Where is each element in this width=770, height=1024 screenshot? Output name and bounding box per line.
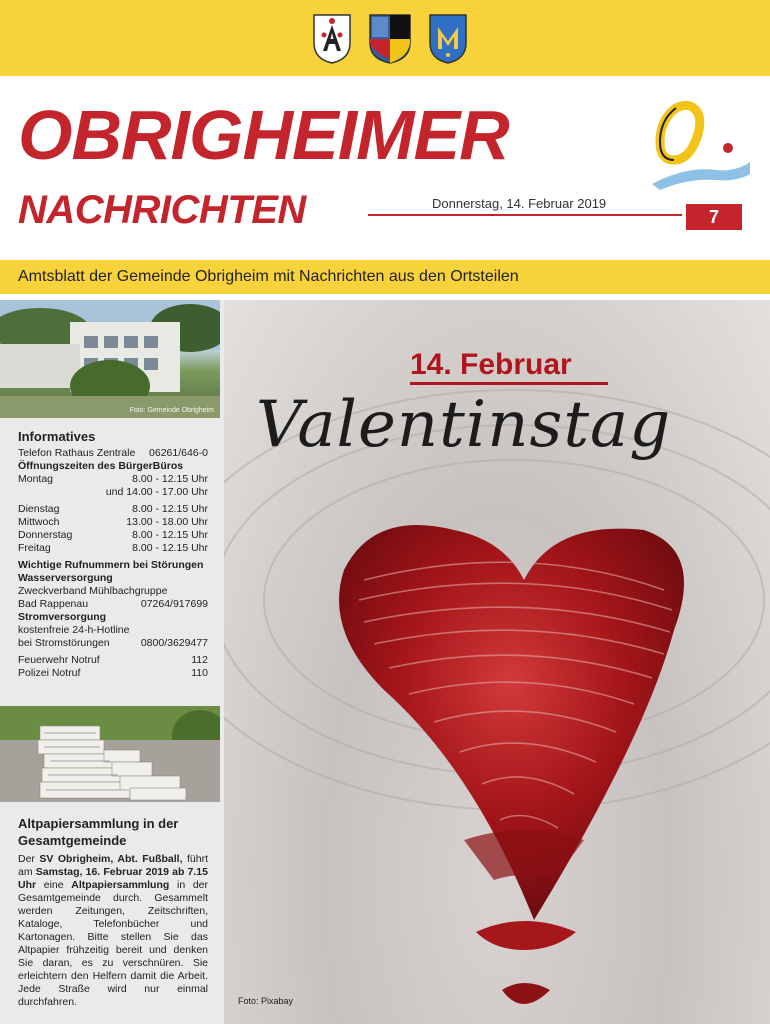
cover-title: Valentinstag (256, 388, 672, 462)
waste-paper-photo (0, 706, 220, 802)
obrigheim-logo-icon (646, 100, 756, 190)
hours-time: 8.00 - 12.15 Uhr (132, 529, 208, 541)
hours-time: 13.00 - 18.00 Uhr (126, 516, 208, 528)
info-box (18, 430, 208, 680)
power-phone: 0800/3629477 (140, 637, 208, 649)
fire-label: Feuerwehr Notruf (18, 654, 100, 666)
hours-time: 8.00 - 12.15 Uhr (132, 473, 208, 485)
hours-heading: Öffnungszeiten des BürgerBüros (18, 460, 184, 472)
hours-time: 8.00 - 12.15 Uhr (132, 503, 208, 515)
phone-value: 06261/646-0 (149, 447, 208, 459)
article-body (18, 853, 208, 1009)
water-heading: Wasserversorgung (18, 572, 113, 584)
article-heading: Altpapiersammlung in der Gesamtgemeinde (18, 816, 179, 848)
hours-day: Montag (18, 473, 54, 485)
tagline-text: Amtsblatt der Gemeinde Obrigheim mit Nachrichten aus den Ortsteilen (18, 268, 519, 285)
issue-number: 7 (686, 204, 742, 230)
hours-time: und 14.00 - 17.00 Uhr (105, 486, 208, 498)
cover-photo-credit: Foto: Pixabay (238, 996, 294, 1006)
power-heading: Stromversorgung (18, 611, 107, 623)
article-text: in der Gesamtgemeinde durch. Gesammelt werden Zeitungen, Zeitschriften, Kataloge, Telefonbücher und Kartonagen. Bitte stellen Sie das Altpapier frühzeitig bereit und denken Sie daran, es zu verschnüren. Sie erleichtern den Helfern damit die Arbeit. Jede Straße wird nur einmal durchfahren. (18, 879, 208, 1008)
article-date: Samstag, 16. Februar 2019 ab 7.15 Uhr (18, 866, 208, 891)
state-crest-icon (368, 13, 412, 65)
hours-day: Dienstag (18, 503, 60, 515)
obrigheim-crest-icon (312, 13, 352, 65)
water-place: Bad Rappenau (18, 598, 89, 610)
hours-day: Mittwoch (18, 516, 60, 528)
article-waste-paper (18, 815, 208, 1009)
article-topic: Altpapiersammlung (71, 879, 170, 891)
cover-kicker-rule (410, 382, 608, 385)
police-label: Polizei Notruf (18, 667, 81, 679)
article-text: führt am (18, 853, 208, 878)
phone-label: Telefon Rathaus Zentrale (18, 447, 136, 459)
police-phone: 110 (191, 667, 208, 679)
hours-day: Freitag (18, 542, 51, 554)
emergency-heading: Wichtige Rufnummern bei Störungen (18, 559, 204, 571)
fire-phone: 112 (191, 654, 208, 666)
townhall-photo (0, 300, 220, 418)
hours-day: Donnerstag (18, 529, 73, 541)
cover-kicker: 14. Februar (410, 348, 572, 381)
mosbach-crest-icon (428, 13, 468, 65)
tagline-band (0, 260, 770, 294)
article-text: eine (36, 879, 72, 891)
townhall-photo-credit: Foto: Gemeinde Obrigheim (129, 407, 214, 414)
hours-time: 8.00 - 12.15 Uhr (132, 542, 208, 554)
issue-date: Donnerstag, 14. Februar 2019 (432, 196, 607, 211)
water-phone: 07264/917699 (140, 598, 208, 610)
info-heading: Informatives (18, 429, 96, 444)
water-provider: Zweckverband Mühlbachgruppe (18, 585, 168, 597)
power-label: bei Stromstörungen (18, 637, 110, 649)
article-text: Der (18, 853, 40, 865)
power-hotline: kostenfreie 24-h-Hotline (18, 624, 130, 636)
masthead-subtitle: NACHRICHTEN (18, 188, 306, 232)
masthead-title: OBRIGHEIMER (18, 96, 509, 174)
masthead-rule (368, 214, 682, 216)
article-organizer: SV Obrigheim, Abt. Fußball, (39, 853, 183, 865)
